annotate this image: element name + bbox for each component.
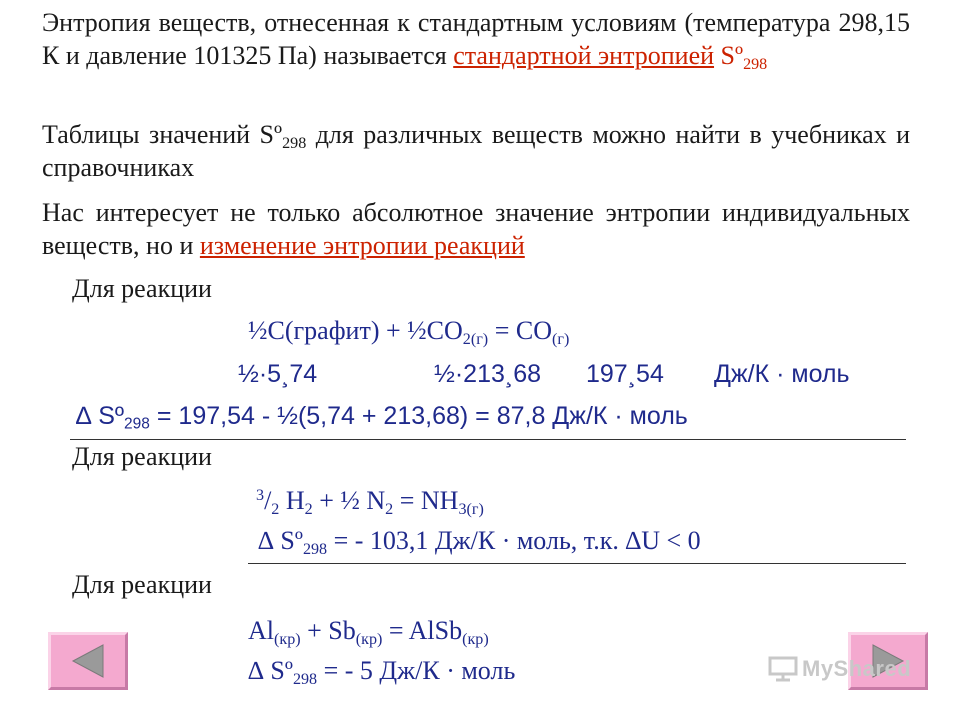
watermark-text: MyShared	[802, 656, 912, 681]
equation-subscript: 3(г)	[458, 500, 484, 518]
equation-subscript: (кр)	[355, 630, 383, 648]
entropy-change-result	[76, 400, 688, 433]
equation-part: Al	[248, 616, 274, 645]
entropy-subscript: 298	[743, 55, 768, 73]
delta-symbol: ∆ Sº	[258, 526, 303, 555]
delta-symbol: ∆ Sº	[76, 402, 125, 430]
watermark	[768, 656, 911, 682]
delta-expression: = 197,54 - ½(5,74 + 213,68) = 87,8 Дж/К · моль	[149, 402, 688, 430]
equation-subscript: 2	[271, 500, 280, 518]
equation-part: H	[279, 486, 305, 515]
delta-expression: = - 103,1 Дж/К · моль, т.к. ∆U < 0	[327, 526, 701, 555]
entropy-unit: Дж/К · моль	[714, 360, 850, 388]
equation-part: = СО	[488, 316, 552, 345]
presentation-icon	[768, 656, 798, 682]
equation-subscript: (г)	[551, 330, 570, 348]
entropy-change-result	[248, 654, 515, 687]
standard-entropy-link[interactable]: стандартной энтропией	[453, 41, 715, 70]
equation-superscript: 3	[256, 487, 265, 505]
delta-subscript: 298	[302, 540, 328, 558]
entropy-value-1: ½·5¸74	[238, 360, 318, 388]
delta-expression: = - 5 Дж/К · моль	[317, 656, 516, 685]
reaction-equation	[248, 614, 489, 647]
equation-subscript: 2	[304, 500, 313, 518]
entropy-symbol: Sº	[720, 41, 744, 70]
equation-subscript: (кр)	[274, 630, 301, 648]
paragraph-interest	[42, 196, 910, 262]
paragraph-text: Таблицы значений	[42, 120, 251, 149]
reaction-heading: Для реакции	[72, 570, 212, 599]
triangle-left-icon	[51, 635, 125, 687]
paragraph-text: для различных веществ можно найти в учебниках и справочниках	[42, 120, 911, 182]
previous-slide-button[interactable]	[48, 632, 128, 690]
reaction-equation	[256, 484, 484, 517]
equation-subscript: 2	[385, 500, 394, 518]
equation-part: = AlSb	[382, 616, 463, 645]
delta-symbol: ∆ Sº	[248, 656, 293, 685]
equation-part: = NH	[393, 486, 459, 515]
paragraph-text: Нас интересует не только абсолютное значение энтропии индивидуальных веществ, но и	[42, 198, 910, 260]
reaction-equation	[248, 314, 569, 347]
reaction-heading: Для реакции	[72, 274, 212, 303]
entropy-subscript: 298	[282, 134, 307, 152]
reaction-heading: Для реакции	[72, 442, 212, 471]
equation-part: /	[264, 486, 272, 515]
entropy-value-2: ½·213¸68	[434, 360, 542, 388]
divider	[248, 563, 906, 564]
equation-subscript: (кр)	[462, 630, 489, 648]
paragraph-standard-entropy	[42, 6, 910, 72]
reaction-entropy-change-link[interactable]: изменение энтропии реакций	[199, 231, 525, 260]
equation-part: + Sb	[300, 616, 356, 645]
paragraph-tables	[42, 118, 910, 184]
paragraph-text: Энтропия веществ, отнесенная к стандартным условиям (температура 298,15 К и давление 101325 Па) называется	[42, 8, 910, 70]
equation-part: ½С(графит) + ½СО	[248, 316, 463, 345]
equation-subscript: 2(г)	[462, 330, 489, 348]
delta-subscript: 298	[292, 670, 318, 688]
delta-subscript: 298	[124, 415, 150, 433]
entropy-value-3: 197¸54	[586, 360, 664, 388]
entropy-symbol: Sº	[259, 120, 283, 149]
equation-part: + ½ N	[312, 486, 386, 515]
entropy-change-result	[258, 524, 701, 557]
